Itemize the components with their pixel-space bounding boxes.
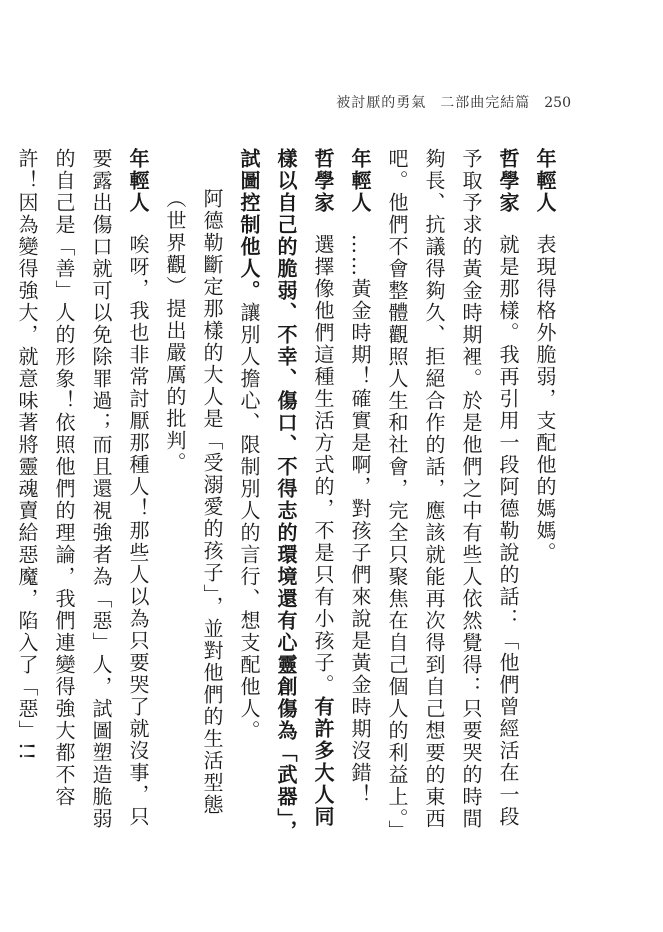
running-header <box>336 92 571 112</box>
speaker-label: 哲學家 <box>496 148 520 214</box>
speaker-label: 年輕人 <box>533 148 557 214</box>
body-text <box>15 148 563 848</box>
narration-text: 阿德勒斷定那樣的大人是「受溺愛的孩子」，並對他們的生活型態（世界觀）提出嚴厲的批判。 <box>163 188 224 816</box>
emphasized-text: 有許多大人同樣以自己的脆弱、不幸、傷口、不得志的環境還有心靈創傷為「武器」，試圖控制他人。 <box>237 148 335 842</box>
dialogue-text: 就是那樣。我再引用一段阿德勒說的話：「他們曾經活在一段予取予求的黃金時期裡。於是他們之中有些人依然覺得：只要哭的時間夠長、抗議得夠久、拒絕合作的話，應該就能再次得到自己想要的東西吧。他們不會整體觀照人生和社會，完全只聚焦在自己個人的利益上。」 <box>385 148 520 842</box>
dialogue-text: 唉呀，我也非常討厭那種人！那些人以為只要哭了就沒事，只要露出傷口就可以免除罪過；而且還視強者為「惡」人，試圖塑造脆弱的自己是「善」人的形象！依照他們的理論，我們連變得強大都不容許！因為變得強大，就意味著將靈魂賣給惡魔，陷入了「惡」!! <box>15 148 150 830</box>
speaker-label: 哲學家 <box>311 148 335 214</box>
speaker-label: 年輕人 <box>348 148 372 214</box>
dialogue-paragraph <box>378 148 526 848</box>
dialogue-paragraph <box>526 148 563 848</box>
dialogue-paragraph <box>341 148 378 848</box>
dialogue-text: ……黃金時期！確實是啊，對孩子們來說是黃金時期沒錯！ <box>348 234 372 806</box>
dialogue-paragraph <box>8 148 156 848</box>
dialogue-text: 表現得格外脆弱，支配他的媽媽。 <box>533 234 557 564</box>
book-subtitle: 二部曲完結篇 <box>440 95 531 111</box>
dialogue-text: 讓別人擔心、限制別人的言行、想支配他人。 <box>237 302 261 742</box>
book-title: 被討厭的勇氣 <box>336 95 427 111</box>
dialogue-text: 選擇像他們這種生活方式的，不是只有小孩子。 <box>311 234 335 696</box>
speaker-label: 年輕人 <box>126 148 150 214</box>
dialogue-paragraph <box>230 148 341 848</box>
narration-paragraph <box>156 148 230 848</box>
page-number: 250 <box>544 95 571 111</box>
